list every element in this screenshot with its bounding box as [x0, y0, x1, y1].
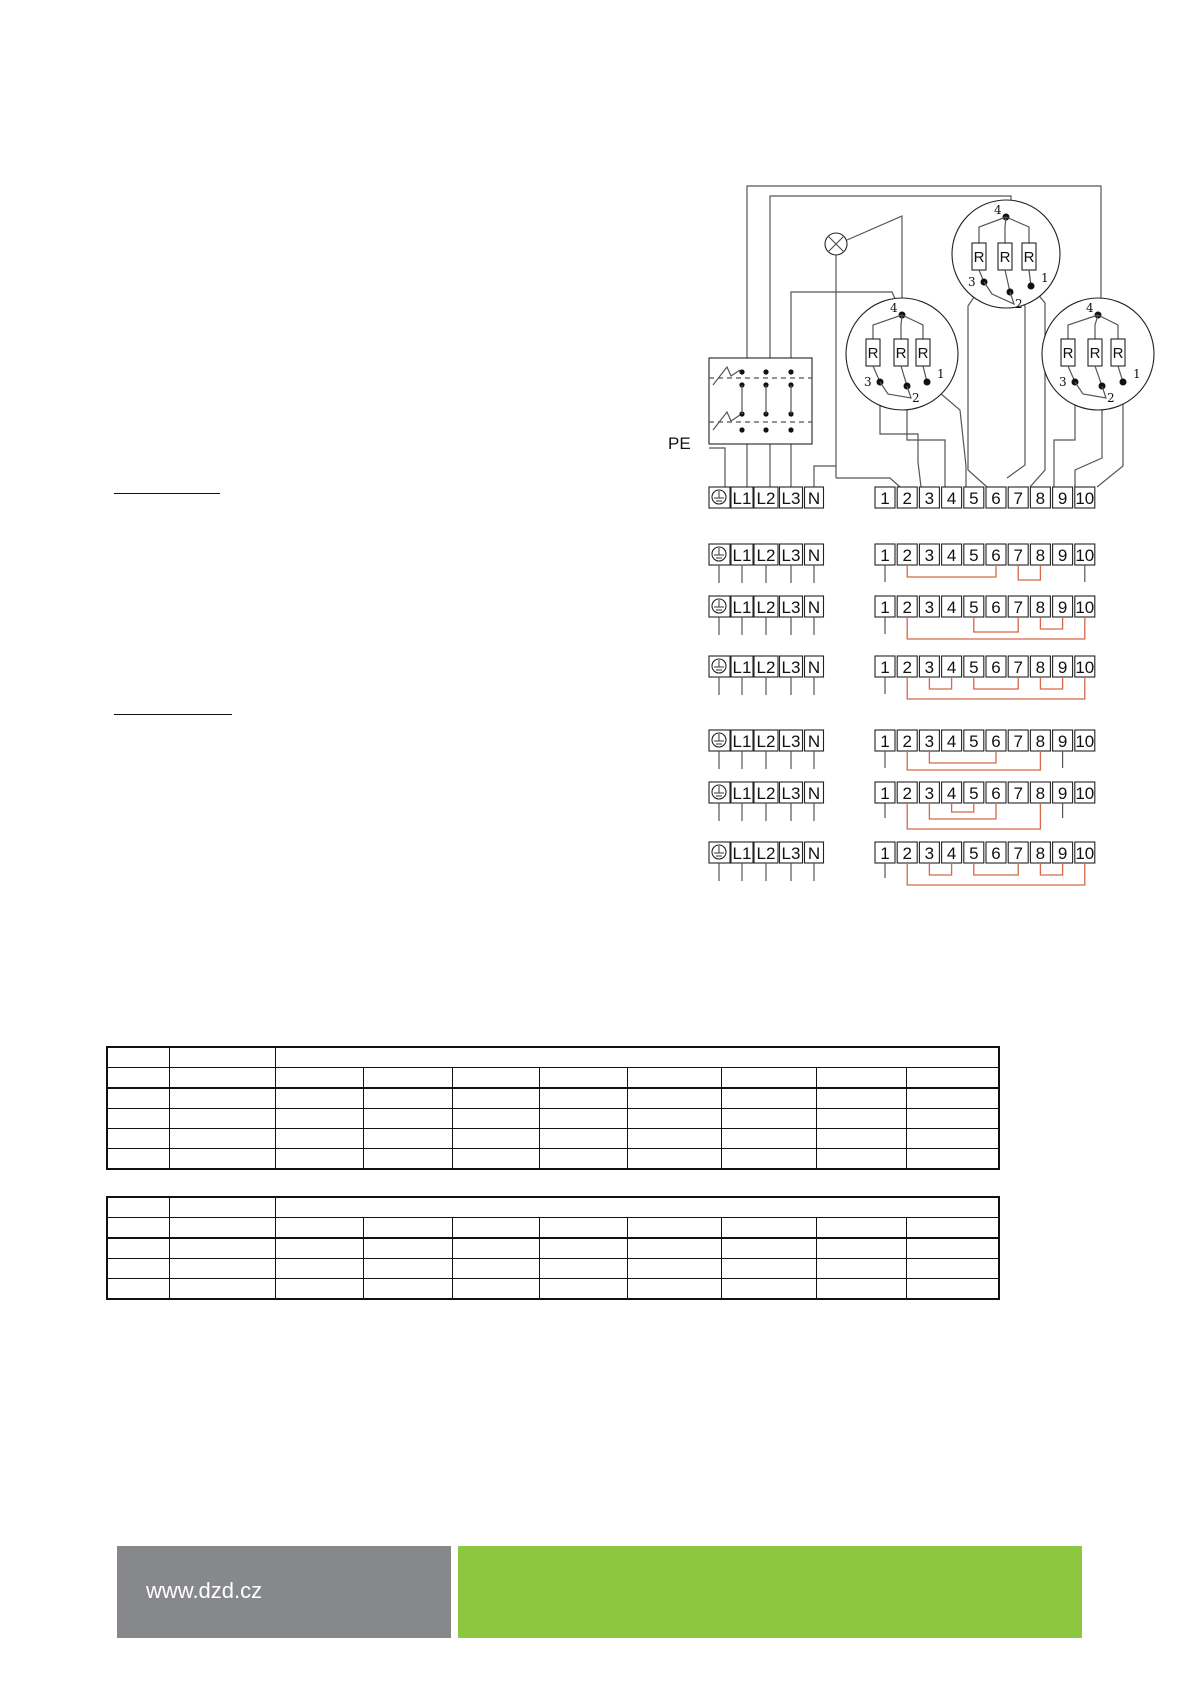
table-cell: [275, 1088, 364, 1109]
connection-terminal-label: 6: [991, 546, 1001, 565]
supply-terminal-label: L1: [732, 732, 752, 751]
heater-terminal-label: 2: [1107, 391, 1115, 405]
heater-terminal-label: 3: [864, 375, 872, 389]
table-cell: [364, 1149, 453, 1170]
connection-terminal-label: 9: [1057, 598, 1068, 617]
resistor-label: R: [895, 345, 907, 362]
table-cell: [722, 1238, 817, 1259]
supply-terminal-label: L2: [756, 658, 776, 677]
table-cell: [907, 1279, 999, 1300]
table-cell: [452, 1088, 539, 1109]
connection-terminal-label: 1: [880, 732, 890, 751]
heading-underline-1: [114, 493, 220, 494]
connection-terminal-label: 5: [969, 489, 979, 508]
table-cell: [107, 1088, 170, 1109]
table-cell: [816, 1279, 907, 1300]
connection-terminal-label: 4: [946, 784, 957, 803]
table-cell: [907, 1068, 999, 1089]
supply-terminal-label: L2: [756, 844, 776, 863]
connection-terminal-label: 2: [902, 489, 912, 508]
table-row: [107, 1149, 999, 1170]
connection-terminal-label: 10: [1075, 732, 1095, 751]
table-cell: [539, 1149, 628, 1170]
table-cell: [816, 1129, 907, 1149]
table-cell: [275, 1129, 364, 1149]
connection-terminal-label: 8: [1035, 784, 1046, 803]
resistor-label: R: [867, 345, 879, 362]
connection-terminal-label: 6: [991, 598, 1001, 617]
table-cell: [628, 1149, 722, 1170]
connection-terminal-label: 5: [969, 598, 979, 617]
connection-terminal-label: 4: [946, 489, 957, 508]
connection-terminal-label: 8: [1035, 598, 1046, 617]
table-cell: [275, 1218, 364, 1239]
heater-node: [924, 379, 931, 386]
connection-terminal-label: 7: [1013, 784, 1023, 803]
wire-lamp-right: [847, 216, 902, 298]
wire-h2-to-5: [968, 282, 987, 487]
table-row: [107, 1047, 999, 1068]
supply-terminal-label: L2: [756, 598, 776, 617]
table-cell: [170, 1068, 275, 1089]
connection-terminal-label: 5: [969, 732, 979, 751]
heater-left: [846, 298, 958, 410]
table-cell: [170, 1238, 275, 1259]
table-cell: [722, 1279, 817, 1300]
connection-terminal-label: 2: [902, 546, 912, 565]
supply-terminal-label: L3: [781, 732, 801, 751]
table-row: [107, 1088, 999, 1109]
supply-terminal-label: L3: [781, 658, 801, 677]
table-cell: [107, 1238, 170, 1259]
table-cell: [170, 1259, 275, 1279]
terminal-row-6: [709, 842, 1095, 885]
spec-table-2: [106, 1196, 1000, 1300]
heater-terminal-label: 4: [994, 203, 1002, 217]
table-cell: [452, 1279, 539, 1300]
connection-terminal-label: 9: [1057, 844, 1068, 863]
connection-terminal-label: 4: [946, 844, 957, 863]
table-cell: [107, 1068, 170, 1089]
jumper-3-6: [929, 751, 996, 763]
supply-terminal-label: L1: [732, 844, 752, 863]
terminal-row-3: [709, 656, 1095, 699]
table-cell: [628, 1259, 722, 1279]
supply-terminal-label: N: [807, 489, 821, 508]
connection-terminal-label: 7: [1013, 489, 1023, 508]
table-cell: [539, 1238, 628, 1259]
table-cell: [816, 1238, 907, 1259]
supply-terminal-label: L2: [756, 784, 776, 803]
connection-terminal-label: 8: [1035, 844, 1046, 863]
resistor-label: R: [973, 249, 985, 266]
connection-terminal-label: 3: [924, 658, 935, 677]
footer-grey-bar: [117, 1546, 451, 1638]
switch-contact: [739, 369, 744, 374]
table-cell: [722, 1149, 817, 1170]
connection-terminal-label: 8: [1035, 732, 1046, 751]
table-cell: [452, 1129, 539, 1149]
supply-terminal-label: N: [807, 546, 821, 565]
wire-h2-to-7: [1030, 286, 1045, 487]
table-cell: [816, 1218, 907, 1239]
jumper-3-4: [929, 863, 951, 875]
heater-terminal-label: 1: [1133, 367, 1141, 381]
connection-terminal-label: 1: [880, 658, 890, 677]
table-cell: [628, 1238, 722, 1259]
resistor-label: R: [917, 345, 929, 362]
supply-terminal-label: L2: [756, 489, 776, 508]
heater-node: [1120, 379, 1127, 386]
table-row: [107, 1109, 999, 1129]
connection-terminal-label: 2: [902, 784, 912, 803]
table-cell: [907, 1238, 999, 1259]
connection-terminal-label: 1: [880, 546, 890, 565]
table-row: [107, 1068, 999, 1089]
table-cell: [170, 1149, 275, 1170]
heating-elements: [846, 200, 1154, 410]
table-cell: [107, 1109, 170, 1129]
terminal-row-1: [709, 544, 1095, 583]
connection-terminal-label: 9: [1057, 546, 1068, 565]
table-cell: [364, 1218, 453, 1239]
connection-terminal-label: 10: [1075, 546, 1095, 565]
heater-terminal-label: 4: [890, 301, 898, 315]
connection-terminal-label: 2: [902, 598, 912, 617]
connection-terminal-label: 10: [1075, 784, 1095, 803]
connection-terminal-label: 6: [991, 489, 1001, 508]
supply-terminal-label: L1: [732, 489, 752, 508]
table-cell: [722, 1068, 817, 1089]
wire-neutral: [814, 466, 836, 487]
connection-terminal-label: 1: [880, 598, 890, 617]
table-cell: [816, 1068, 907, 1089]
table-cell: [628, 1218, 722, 1239]
table-cell: [107, 1279, 170, 1300]
resistor-label: R: [1089, 345, 1101, 362]
table-cell: [452, 1218, 539, 1239]
table-cell: [452, 1149, 539, 1170]
heater-terminal-label: 1: [1041, 271, 1049, 285]
switch-contact: [788, 427, 793, 432]
heater-terminal-label: 3: [1059, 375, 1067, 389]
heater-right: [1042, 298, 1154, 410]
table-cell: [107, 1129, 170, 1149]
table-cell: [170, 1197, 275, 1218]
terminal-strips: [709, 487, 1095, 885]
connection-terminal-label: 1: [880, 489, 890, 508]
table-cell: [275, 1197, 999, 1218]
resistor-label: R: [1112, 345, 1124, 362]
heater-terminal-label: 3: [968, 275, 976, 289]
jumper-2-8: [907, 751, 1040, 770]
table-cell: [628, 1068, 722, 1089]
supply-terminal-label: N: [807, 784, 821, 803]
website-link[interactable]: www.dzd.cz: [146, 1578, 263, 1603]
table-cell: [539, 1088, 628, 1109]
pe-label: PE: [668, 434, 691, 453]
table-cell: [722, 1129, 817, 1149]
connection-terminal-label: 4: [946, 658, 957, 677]
connection-terminal-label: 7: [1013, 546, 1023, 565]
connection-terminal-label: 5: [969, 658, 979, 677]
connection-terminal-label: 10: [1075, 844, 1095, 863]
supply-terminal-label: L1: [732, 546, 752, 565]
spec-table-1: [106, 1046, 1000, 1170]
jumper-2-10: [907, 677, 1085, 699]
supply-terminal-label: L3: [781, 546, 801, 565]
table-cell: [275, 1109, 364, 1129]
connection-terminal-label: 10: [1075, 489, 1095, 508]
table-row: [107, 1197, 999, 1218]
table-cell: [452, 1068, 539, 1089]
supply-terminal-label: L3: [781, 598, 801, 617]
table-cell: [539, 1129, 628, 1149]
supply-terminal-label: N: [807, 844, 821, 863]
table-cell: [107, 1047, 170, 1068]
connection-terminal-label: 2: [902, 732, 912, 751]
connection-terminal-label: 10: [1075, 658, 1095, 677]
jumper-8-9: [1040, 677, 1062, 689]
terminal-row-0: [709, 487, 1095, 508]
table-cell: [364, 1238, 453, 1259]
connection-terminal-label: 2: [902, 844, 912, 863]
heater-terminal-label: 4: [1086, 301, 1094, 315]
supply-terminal-label: N: [807, 732, 821, 751]
table-cell: [816, 1109, 907, 1129]
table-cell: [816, 1088, 907, 1109]
heater-terminal-label: 2: [912, 391, 920, 405]
jumper-5-7: [974, 863, 1018, 875]
table-cell: [452, 1259, 539, 1279]
connection-terminal-label: 8: [1035, 658, 1046, 677]
connection-terminal-label: 4: [946, 598, 957, 617]
connection-terminal-label: 9: [1057, 784, 1068, 803]
connection-terminal-label: 9: [1057, 489, 1068, 508]
table-cell: [107, 1218, 170, 1239]
table-cell: [816, 1259, 907, 1279]
connection-terminal-label: 1: [880, 844, 890, 863]
resistor-label: R: [1062, 345, 1074, 362]
wire-pe: [709, 448, 725, 487]
table-cell: [275, 1068, 364, 1089]
table-cell: [170, 1109, 275, 1129]
supply-terminal-label: L1: [732, 658, 752, 677]
table-cell: [628, 1129, 722, 1149]
connection-terminal-label: 3: [924, 732, 935, 751]
connection-terminal-label: 7: [1013, 844, 1023, 863]
supply-terminal-label: L1: [732, 784, 752, 803]
heater-top: [952, 200, 1060, 311]
table-cell: [107, 1259, 170, 1279]
jumper-5-7: [974, 617, 1018, 632]
terminal-row-2: [709, 596, 1095, 639]
jumper-2-10: [907, 863, 1085, 885]
table-cell: [452, 1109, 539, 1129]
table-cell: [364, 1279, 453, 1300]
connection-terminal-label: 6: [991, 732, 1001, 751]
wire-lamp-to-1: [836, 478, 900, 487]
table-cell: [907, 1259, 999, 1279]
table-cell: [907, 1218, 999, 1239]
heater-node: [1028, 283, 1035, 290]
table-cell: [816, 1149, 907, 1170]
table-cell: [628, 1279, 722, 1300]
connection-terminal-label: 4: [946, 546, 957, 565]
jumper-5-7: [974, 677, 1018, 689]
connection-terminal-label: 4: [946, 732, 957, 751]
table-row: [107, 1218, 999, 1239]
footer-green-bar: [458, 1546, 1082, 1638]
connection-terminal-label: 7: [1013, 658, 1023, 677]
table-cell: [107, 1149, 170, 1170]
connection-terminal-label: 3: [924, 784, 935, 803]
table-cell: [275, 1259, 364, 1279]
resistor-label: R: [999, 249, 1011, 266]
supply-terminal-label: L3: [781, 489, 801, 508]
connection-terminal-label: 10: [1075, 598, 1095, 617]
supply-terminal-label: L3: [781, 784, 801, 803]
heater-terminal-label: 2: [1015, 297, 1023, 311]
table-row: [107, 1259, 999, 1279]
connection-terminal-label: 6: [991, 784, 1001, 803]
jumper-4-5: [952, 803, 974, 812]
connection-terminal-label: 7: [1013, 598, 1023, 617]
supply-terminal-label: L3: [781, 844, 801, 863]
terminal-row-4: [709, 730, 1095, 770]
table-cell: [722, 1259, 817, 1279]
connection-terminal-label: 3: [924, 844, 935, 863]
connection-terminal-label: 1: [880, 784, 890, 803]
table-cell: [170, 1088, 275, 1109]
connection-terminal-label: 8: [1035, 546, 1046, 565]
table-row: [107, 1238, 999, 1259]
table-cell: [722, 1088, 817, 1109]
table-cell: [539, 1068, 628, 1089]
jumper-8-9: [1040, 617, 1062, 629]
connection-terminal-label: 5: [969, 784, 979, 803]
connection-terminal-label: 7: [1013, 732, 1023, 751]
switch-contact: [763, 369, 768, 374]
connection-terminal-label: 3: [924, 546, 935, 565]
jumper-3-4: [929, 677, 951, 689]
table-cell: [275, 1279, 364, 1300]
switch-contact: [739, 427, 744, 432]
table-cell: [907, 1088, 999, 1109]
table-cell: [275, 1238, 364, 1259]
supply-terminal-label: N: [807, 598, 821, 617]
jumper-3-6: [929, 803, 996, 819]
table-cell: [452, 1238, 539, 1259]
table-cell: [722, 1218, 817, 1239]
table-cell: [907, 1109, 999, 1129]
connection-terminal-label: 9: [1057, 658, 1068, 677]
table-cell: [170, 1129, 275, 1149]
table-cell: [275, 1149, 364, 1170]
table-cell: [170, 1047, 275, 1068]
connection-terminal-label: 5: [969, 546, 979, 565]
jumper-7-8: [1018, 565, 1040, 580]
table-cell: [539, 1259, 628, 1279]
connection-terminal-label: 5: [969, 844, 979, 863]
heading-underline-2: [114, 714, 232, 715]
table-row: [107, 1279, 999, 1300]
table-cell: [628, 1088, 722, 1109]
table-cell: [170, 1218, 275, 1239]
terminal-row-5: [709, 782, 1095, 829]
table-cell: [628, 1109, 722, 1129]
table-cell: [907, 1129, 999, 1149]
jumper-8-9: [1040, 863, 1062, 875]
jumper-2-6: [907, 565, 996, 577]
connection-terminal-label: 3: [924, 598, 935, 617]
main-switch: [709, 358, 812, 444]
table-cell: [275, 1047, 999, 1068]
table-cell: [364, 1129, 453, 1149]
table-cell: [539, 1279, 628, 1300]
table-cell: [364, 1259, 453, 1279]
supply-terminal-label: N: [807, 658, 821, 677]
connection-terminal-label: 6: [991, 658, 1001, 677]
table-cell: [107, 1197, 170, 1218]
connection-terminal-label: 9: [1057, 732, 1068, 751]
switch-contact: [763, 427, 768, 432]
table-cell: [907, 1149, 999, 1170]
table-cell: [722, 1109, 817, 1129]
table-cell: [539, 1218, 628, 1239]
table-row: [107, 1129, 999, 1149]
connection-terminal-label: 6: [991, 844, 1001, 863]
connection-terminal-label: 3: [924, 489, 935, 508]
table-cell: [364, 1068, 453, 1089]
resistor-label: R: [1023, 249, 1035, 266]
switch-contact: [788, 369, 793, 374]
connection-terminal-label: 8: [1035, 489, 1046, 508]
table-cell: [170, 1279, 275, 1300]
table-cell: [364, 1109, 453, 1129]
table-cell: [539, 1109, 628, 1129]
connection-terminal-label: 2: [902, 658, 912, 677]
table-cell: [364, 1088, 453, 1109]
jumper-2-10: [907, 617, 1085, 639]
supply-terminal-label: L2: [756, 546, 776, 565]
wire-h2-to-6: [1007, 292, 1025, 478]
supply-terminal-label: L2: [756, 732, 776, 751]
heater-terminal-label: 1: [937, 367, 945, 381]
supply-terminal-label: L1: [732, 598, 752, 617]
